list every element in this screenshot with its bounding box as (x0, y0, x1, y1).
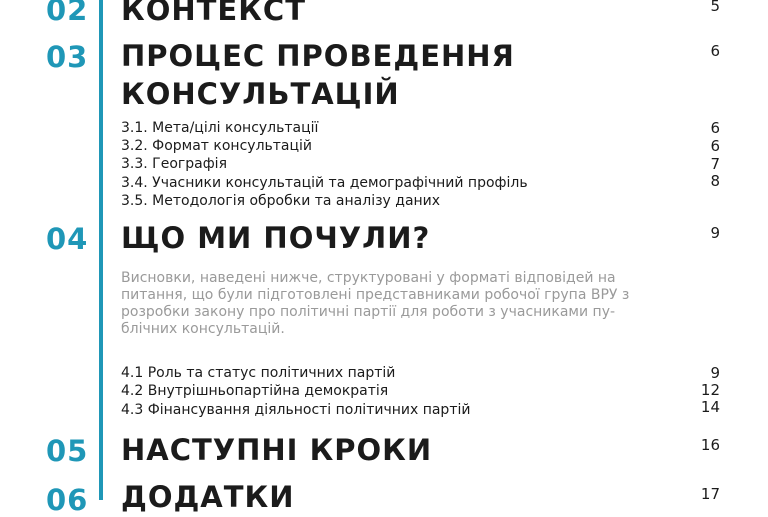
section-number-03: 03 (46, 40, 89, 74)
section-number-04: 04 (46, 222, 89, 256)
section-title-consultation-process-line1[interactable]: ПРОЦЕС ПРОВЕДЕННЯ (121, 39, 515, 73)
description-line: блічних консультацій. (121, 321, 285, 337)
toc-page-4-1: 9 (710, 364, 720, 382)
section-number-05: 05 (46, 434, 89, 468)
toc-item-4-1[interactable]: 4.1 Роль та статус політичних партій (121, 365, 396, 381)
section-title-consultation-process-line2[interactable]: КОНСУЛЬТАЦІЙ (121, 77, 400, 111)
description-line: розробки закону про політичні партії для роботи з учасниками пу- (121, 304, 616, 320)
section-title-what-we-heard[interactable]: ЩО МИ ПОЧУЛИ? (121, 221, 431, 255)
section-title-appendices[interactable]: ДОДАТКИ (121, 480, 295, 514)
toc-item-3-3[interactable]: 3.3. Географія (121, 156, 227, 172)
toc-page-3-3: 7 (710, 155, 720, 173)
toc-item-3-4[interactable]: 3.4. Учасники консультацій та демографічний профіль (121, 175, 528, 191)
toc-page-3-1: 6 (710, 119, 720, 137)
toc-page-4-3: 14 (700, 398, 720, 416)
section-page-04: 9 (710, 224, 720, 242)
description-line: Висновки, наведені нижче, структуровані у форматі відповідей на (121, 270, 616, 286)
section-number-02: 02 (46, 0, 89, 27)
section-04-description (121, 270, 630, 338)
toc-vertical-rule (99, 0, 103, 500)
section-title-context[interactable]: КОНТЕКСТ (121, 0, 306, 27)
toc-item-4-2[interactable]: 4.2 Внутрішньопартійна демократія (121, 383, 389, 399)
section-page-02: 5 (710, 0, 720, 15)
section-number-06: 06 (46, 483, 89, 517)
section-title-next-steps[interactable]: НАСТУПНІ КРОКИ (121, 433, 433, 467)
toc-item-3-1[interactable]: 3.1. Мета/цілі консультації (121, 120, 319, 136)
section-page-05: 16 (700, 436, 720, 454)
toc-item-3-2[interactable]: 3.2. Формат консультацій (121, 138, 313, 154)
description-line: питання, що були підготовлені представниками робочої група ВРУ з (121, 287, 630, 303)
toc-item-4-3[interactable]: 4.3 Фінансування діяльності політичних партій (121, 402, 471, 418)
section-page-06: 17 (700, 485, 720, 503)
toc-item-3-5[interactable]: 3.5. Методологія обробки та аналізу даних (121, 193, 441, 209)
toc-page-3-2: 6 (710, 137, 720, 155)
section-page-03: 6 (710, 42, 720, 60)
toc-page-4-2: 12 (700, 381, 720, 399)
toc-page-3-4: 8 (710, 172, 720, 190)
